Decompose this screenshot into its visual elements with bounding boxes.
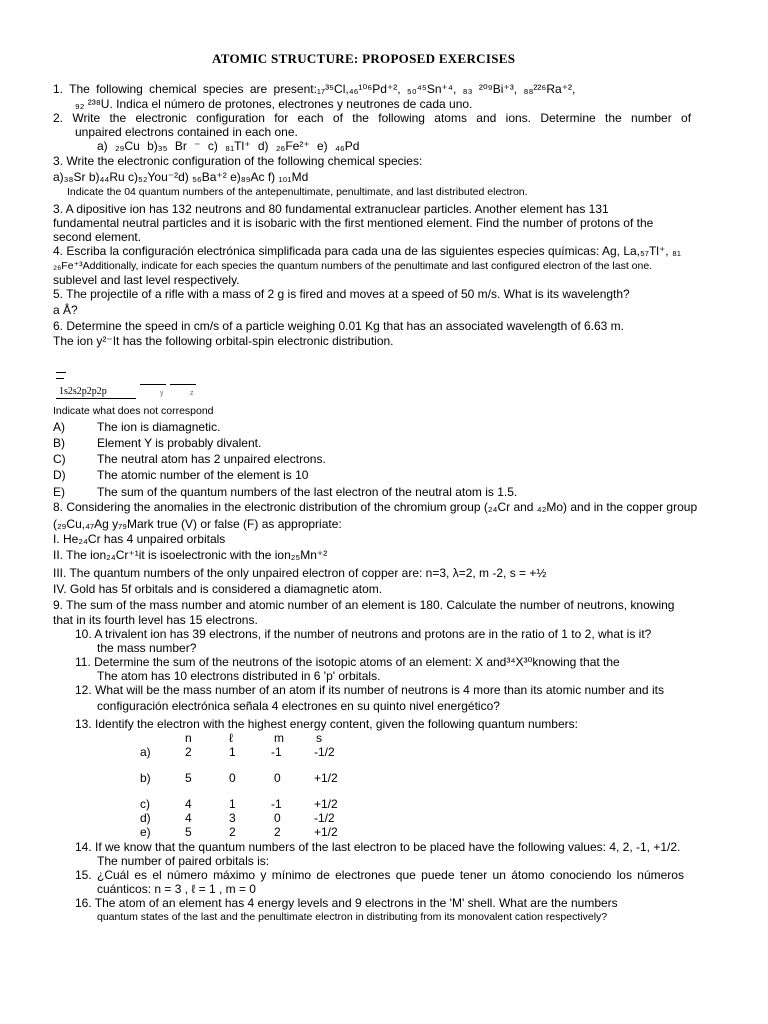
q4-line-2: ₂₆Fe⁺³Additionally, indicate for each species the quantum numbers of the penultimate and last configured electron of the last one. xyxy=(53,260,653,272)
q5-line-1: 5. The projectile of a rifle with a mass of 2 g is fired and moves at a speed of 50 m/s. What is its wavelength? xyxy=(53,287,630,301)
q4-line-1: 4. Escriba la configuración electrónica simplificada para cada una de las siguientes especies químicas: Ag, La,₅₇Tl⁺, ₈₁ xyxy=(53,244,681,258)
row-b-m: 0 xyxy=(274,771,281,785)
q2-line-2: unpaired electrons contained in each one. xyxy=(75,125,298,139)
q11-line-1: 11. Determine the sum of the neutrons of the isotopic atoms of an element: X and³⁴X³⁰knowing that the xyxy=(75,655,620,669)
row-e-l: 2 xyxy=(229,825,236,839)
q7-intro: The ion y²⁻It has the following orbital-spin electronic distribution. xyxy=(53,334,394,348)
row-b-s: +1/2 xyxy=(314,771,338,785)
orbital-box-mark xyxy=(56,378,64,379)
q7-option-e-letter: E) xyxy=(53,485,65,499)
row-a-label: a) xyxy=(140,745,151,759)
q9-line-1: 9. The sum of the mass number and atomic number of an element is 180. Calculate the number of neutrons, knowing xyxy=(53,598,675,612)
q7-option-e-text: The sum of the quantum numbers of the last electron of the neutral atom is 1.5. xyxy=(97,485,518,499)
row-c-l: 1 xyxy=(229,797,236,811)
table-header-l: ℓ xyxy=(229,731,233,745)
q7-option-d-text: The atomic number of the element is 10 xyxy=(97,468,309,482)
orbital-box-top xyxy=(56,372,66,373)
q14-line-2: The number of paired orbitals is: xyxy=(97,854,270,868)
q7-prompt: Indicate what does not correspond xyxy=(53,405,214,417)
row-d-m: 0 xyxy=(274,811,281,825)
q12-line-2: configuración electrónica señala 4 electrones en su quinto nivel energético? xyxy=(97,699,500,713)
q8-statement-3: III. The quantum numbers of the only unpaired electron of copper are: n=3, λ=2, m -2, s = +½ xyxy=(53,566,547,580)
q5-line-2: a Å? xyxy=(53,303,78,317)
q3-line-1: 3. Write the electronic configuration of the following chemical species: xyxy=(53,154,423,168)
q7-option-a-text: The ion is diamagnetic. xyxy=(97,420,221,434)
q10-line-2: the mass number? xyxy=(97,641,197,655)
q15-line-1: 15. ¿Cuál es el número máximo y mínimo de electrones que puede tener un átomo conociendo los números xyxy=(75,868,684,882)
row-e-label: e) xyxy=(140,825,151,839)
q2-line-1: 2. Write the electronic configuration for each of the following atoms and ions. Determine the number of xyxy=(53,111,692,125)
row-c-m: -1 xyxy=(271,797,282,811)
q7-option-c-text: The neutral atom has 2 unpaired electrons. xyxy=(97,452,326,466)
q11-line-2: The atom has 10 electrons distributed in 6 'p' orbitals. xyxy=(97,669,381,683)
q16-line-2: quantum states of the last and the penultimate electron in distributing from its monovalent cation respectively? xyxy=(97,911,608,923)
row-d-label: d) xyxy=(140,811,151,825)
table-header-m: m xyxy=(274,731,284,745)
q16-line-1: 16. The atom of an element has 4 energy levels and 9 electrons in the 'M' shell. What are the numbers xyxy=(75,896,618,910)
orbital-line-2 xyxy=(170,384,196,385)
table-header-s: s xyxy=(316,731,322,745)
row-d-s: -1/2 xyxy=(314,811,335,825)
row-e-n: 5 xyxy=(185,825,192,839)
orbital-axis-z: z xyxy=(190,390,194,397)
row-a-s: -1/2 xyxy=(314,745,335,759)
q7-option-b-letter: B) xyxy=(53,436,65,450)
row-d-l: 3 xyxy=(229,811,236,825)
q7-option-c-letter: C) xyxy=(53,452,66,466)
q8-statement-4: IV. Gold has 5f orbitals and is considered a diamagnetic atom. xyxy=(53,582,383,596)
q7-option-d-letter: D) xyxy=(53,468,66,482)
q7-option-a-letter: A) xyxy=(53,420,65,434)
q1-line-1: 1. The following chemical species are present:₁₇³⁵Cl,₄₆¹⁰⁶Pd⁺², ₅₀⁴⁵Sn⁺⁴, ₈₃ ²⁰⁹Bi⁺³, ₈₈²²⁶Ra⁺², xyxy=(53,82,576,96)
q8-statement-1: I. He₂₄Cr has 4 unpaired orbitals xyxy=(53,532,226,546)
orbital-line-1 xyxy=(140,384,166,385)
q3b-line-2: fundamental neutral particles and it is isobaric with the first mentioned element. Find the number of protons of the xyxy=(53,216,654,230)
q4-line-3: sublevel and last level respectively. xyxy=(53,273,240,287)
row-c-n: 4 xyxy=(185,797,192,811)
orbital-axis-y: y xyxy=(160,390,164,397)
q8-line-1: 8. Considering the anomalies in the electronic distribution of the chromium group (₂₄Cr and ₄₂Mo) and in the copper group xyxy=(53,500,698,514)
row-b-label: b) xyxy=(140,771,151,785)
row-b-n: 5 xyxy=(185,771,192,785)
q1-line-2: ₉₂ ²³⁸U. Indica el número de protones, electrones y neutrones de cada uno. xyxy=(75,97,473,111)
row-a-n: 2 xyxy=(185,745,192,759)
table-header-n: n xyxy=(185,731,192,745)
q9-line-2: that in its fourth level has 15 electrons. xyxy=(53,613,258,627)
row-e-s: +1/2 xyxy=(314,825,338,839)
q6-line-1: 6. Determine the speed in cm/s of a particle weighing 0.01 Kg that has an associated wavelength of 6.63 m. xyxy=(53,319,625,333)
q7-option-b-text: Element Y is probably divalent. xyxy=(97,436,262,450)
orbital-config-label: 1s2s2p2p2p xyxy=(59,386,107,397)
q10-line-1: 10. A trivalent ion has 39 electrons, if the number of neutrons and protons are in the ratio of 1 to 2, what is it? xyxy=(75,627,652,641)
q13-line-1: 13. Identify the electron with the highest energy content, given the following quantum numbers: xyxy=(75,717,578,731)
q15-line-2: cuánticos: n = 3 , ℓ = 1 , m = 0 xyxy=(97,882,256,896)
q2-species: a) ₂₉Cu b)₃₅ Br ⁻ c) ₈₁Tl⁺ d) ₂₆Fe²⁺ e) ₄₆Pd xyxy=(97,139,360,153)
q14-line-1: 14. If we know that the quantum numbers of the last electron to be placed have the following values: 4, 2, -1, +1/2. xyxy=(75,840,681,854)
q3b-line-1: 3. A dipositive ion has 132 neutrons and 80 fundamental extranuclear particles. Another element has 131 xyxy=(53,202,609,216)
q8-line-2: (₂₉Cu,₄₇Ag y₇₉Mark true (V) or false (F) as appropriate: xyxy=(53,517,342,531)
row-a-m: -1 xyxy=(271,745,282,759)
q3-species: a)₃₈Sr b)₄₄Ru c)₅₂You⁻²d) ₅₆Ba⁺² e)₈₉Ac f) ₁₀₁Md xyxy=(53,170,309,184)
row-b-l: 0 xyxy=(229,771,236,785)
q8-statement-2: II. The ion₂₄Cr⁺¹it is isoelectronic with the ion₂₅Mn⁺² xyxy=(53,548,328,562)
page-title: ATOMIC STRUCTURE: PROPOSED EXERCISES xyxy=(212,51,516,66)
row-c-s: +1/2 xyxy=(314,797,338,811)
row-d-n: 4 xyxy=(185,811,192,825)
q3b-line-3: second element. xyxy=(53,230,142,244)
row-a-l: 1 xyxy=(229,745,236,759)
q12-line-1: 12. What will be the mass number of an atom if its number of neutrons is 4 more than its atomic number and its xyxy=(75,683,664,697)
orbital-diagram xyxy=(56,368,206,402)
row-c-label: c) xyxy=(140,797,150,811)
row-e-m: 2 xyxy=(274,825,281,839)
q3-instruction: Indicate the 04 quantum numbers of the antepenultimate, penultimate, and last distributed electron. xyxy=(67,186,528,198)
orbital-underline xyxy=(56,398,136,399)
